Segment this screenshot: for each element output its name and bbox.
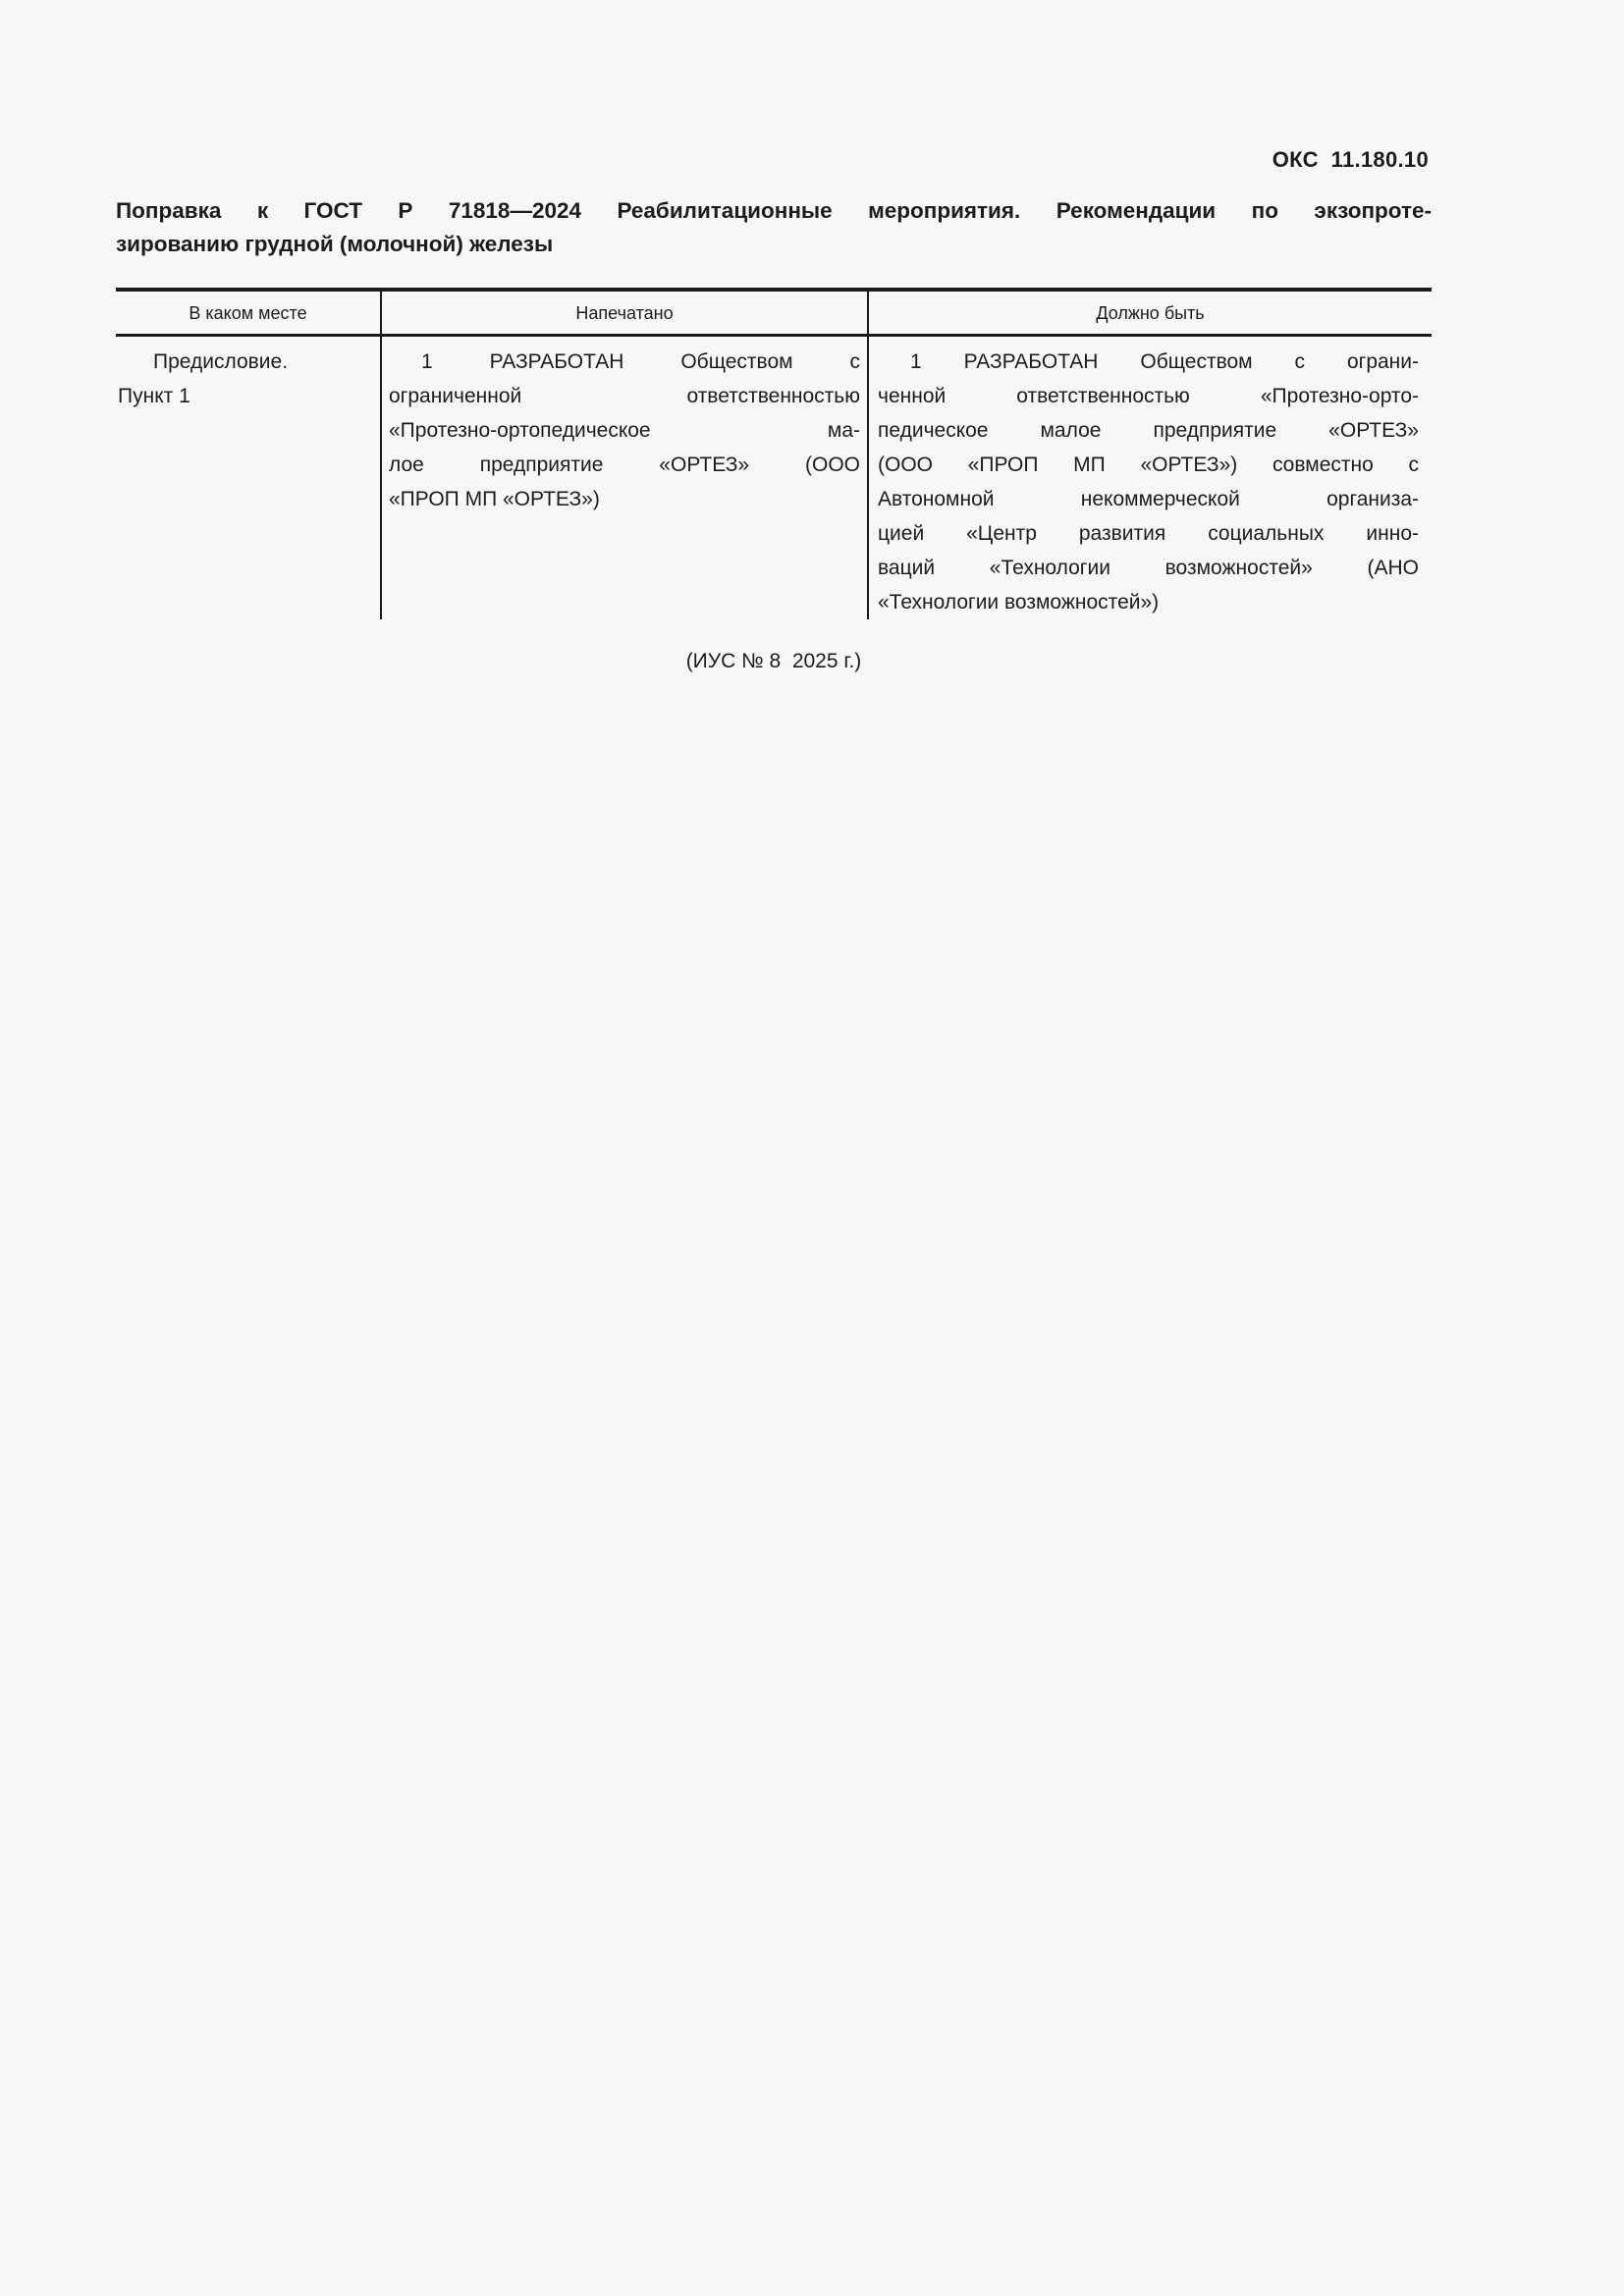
text-line: «Протезно-ортопедическое ма- [389,419,860,442]
document-title [116,194,1432,261]
text-line: Автономной некоммерческой организа- [878,488,1419,510]
column-header-printed: Напечатано [380,292,867,334]
correction-table [116,288,1432,619]
ius-issue-note: (ИУС № 8 2025 г.) [685,650,862,672]
text-line: «Технологии возможностей») [878,591,1160,614]
cell-place [116,337,380,619]
column-header-should-be: Должно быть [867,292,1432,334]
column-header-place: В каком месте [189,302,307,323]
text-line: 1 РАЗРАБОТАН Обществом с ограни- [910,350,1419,373]
cell-should-be [867,337,1432,619]
text-line: (ООО «ПРОП МП «ОРТЕЗ») совместно с [878,454,1419,476]
table-header-row [116,292,1432,337]
text-line: «ПРОП МП «ОРТЕЗ») [389,488,600,510]
text-line: цией «Центр развития социальных инно- [878,522,1419,545]
text-line: ваций «Технологии возможностей» (АНО [878,557,1419,579]
text-line: лое предприятие «ОРТЕЗ» (ООО [389,454,860,476]
text-line: зированию грудной (молочной) железы [116,232,554,256]
text-line: ограниченной ответственностью [389,385,860,407]
text-line: Пункт 1 [118,385,190,407]
text-line: педическое малое предприятие «ОРТЕЗ» [878,419,1419,442]
text-line: ченной ответственностью «Протезно-орто- [878,385,1419,407]
text-line: Предисловие. [153,350,289,373]
table-row [116,337,1432,619]
oks-classification-code: ОКС 11.180.10 [1272,147,1429,172]
text-line: 1 РАЗРАБОТАН Обществом с [421,350,860,373]
cell-printed [380,337,867,619]
page-content [116,0,1432,674]
text-line: Поправка к ГОСТ Р 71818—2024 Реабилитационные мероприятия. Рекомендации по экзопроте- [116,198,1432,223]
